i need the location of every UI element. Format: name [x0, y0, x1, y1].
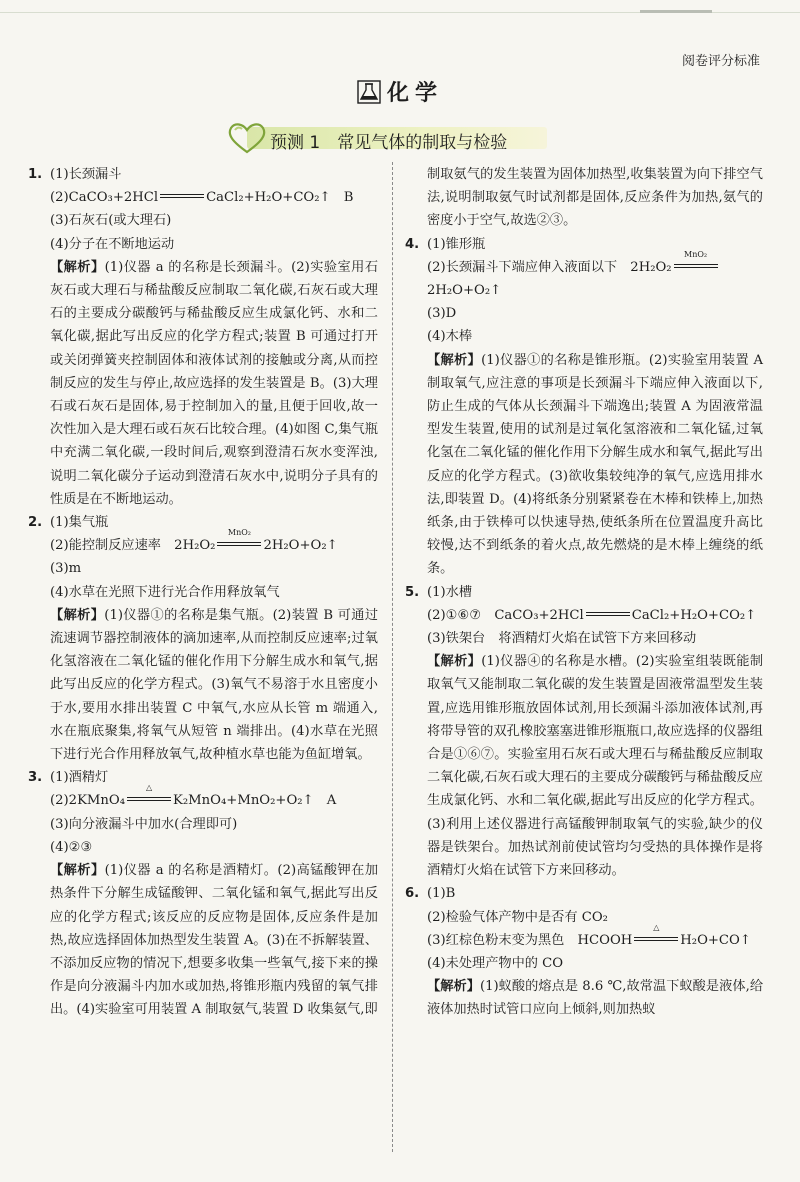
answer-line	[28, 783, 378, 812]
answer-line	[28, 163, 378, 186]
answer-line	[28, 813, 378, 836]
analysis-tag: 【解析】	[50, 259, 105, 275]
answer-line	[405, 906, 763, 929]
answer-line	[405, 325, 763, 348]
answer-line	[28, 209, 378, 232]
banner-text: 预测 1 常见气体的制取与检验	[270, 133, 508, 153]
answer-line	[28, 836, 378, 859]
reaction-condition: MnO₂	[227, 528, 252, 538]
subject-text: 化学	[386, 81, 443, 106]
answer-text: (2)能控制反应速率 2H₂O₂	[50, 538, 216, 554]
answer-line	[28, 233, 378, 256]
answer-text: (1)长颈漏斗	[50, 167, 122, 182]
flask-icon	[357, 80, 381, 110]
heart-icon	[225, 121, 269, 155]
answer-text: (3)红棕色粉末变为黑色 HCOOH	[427, 932, 633, 948]
equation-sign	[586, 607, 630, 621]
analysis-tag: 【解析】	[427, 352, 482, 368]
analysis-paragraph	[405, 163, 763, 233]
answer-text: (1)水槽	[427, 584, 473, 600]
answer-line	[405, 604, 763, 627]
answer-text-tail: CaCl₂+H₂O+CO₂↑	[631, 607, 757, 623]
answer-text: (1)锥形瓶	[427, 236, 486, 252]
answer-item	[405, 581, 763, 883]
answer-item	[28, 766, 378, 1021]
section-banner	[225, 121, 555, 155]
equation-sign	[634, 922, 678, 946]
analysis-text: (1)仪器 a 的名称是酒精灯。(2)高锰酸钾在加热条件下分解生成锰酸钾、二氧化锰和氧气,据此写出反应的化学方程式;该反应的反应物是固体,反应条件是加热,故应选择固体加热型发生装置 A。(3)在不拆解装置、不添加反应物的情况下,想要多收集一些氧气,接下来的操作是向分液漏斗内加水或加热,将锥形瓶内残留的氧气排出。(4)实验室可用装置 A 制取氨气,装置 D 收集氨气,即	[50, 863, 379, 1018]
answer-text: (2)①⑥⑦ CaCO₃+2HCl	[427, 607, 584, 623]
answer-line	[405, 882, 763, 905]
answer-line	[405, 922, 763, 952]
analysis-tag: 【解析】	[50, 607, 105, 623]
answer-text-tail: 2H₂O+O₂↑	[263, 538, 338, 554]
answer-item	[405, 233, 763, 581]
answer-text-tail: K₂MnO₄+MnO₂+O₂↑ A	[173, 793, 337, 809]
answer-line	[405, 627, 763, 650]
answer-line	[28, 528, 378, 557]
answer-text: (1)B	[427, 886, 456, 902]
answer-text: (2)CaCO₃+2HCl	[50, 190, 159, 206]
answer-line	[405, 581, 763, 604]
analysis-text: (1)蚁酸的熔点是 8.6 ℃,故常温下蚁酸是液体,给液体加热时试管口应向上倾斜,则加热蚁	[427, 979, 764, 1018]
answer-text: (2)2KMnO₄	[50, 793, 126, 809]
analysis-paragraph	[28, 256, 378, 511]
question-number: 2.	[28, 515, 43, 531]
answer-line	[405, 279, 763, 302]
answer-line	[405, 952, 763, 975]
answer-text: (3)石灰石(或大理石)	[50, 213, 172, 229]
analysis-paragraph	[405, 975, 763, 1021]
answer-text-tail: H₂O+CO↑	[680, 932, 751, 948]
answer-item	[405, 163, 763, 233]
answer-line	[28, 766, 378, 789]
equation-sign	[160, 189, 204, 203]
right-column	[405, 163, 763, 1022]
equation-sign	[217, 528, 261, 551]
equation-sign	[127, 783, 171, 806]
analysis-text: (1)仪器①的名称是锥形瓶。(2)实验室用装置 A 制取氧气,应注意的事项是长颈漏斗下端应伸入液面以下,防止生成的气体从长颈漏斗下端逸出;装置 A 为固液常温型发生装置,使用的试剂是过氧化氢溶液和二氧化锰,过氧化氢在二氧化锰的催化作用下分解生成水和氧气,据此写出反应的化学方程式。(3)欲收集较纯净的氧气,应选用排水法,即装置 D。(4)将纸条分别紧紧卷在木棒和铁棒上,加热纸条,由于铁棒可以快速导热,使纸条所在位置温度升高比较慢,达不到纸条的着火点,故先燃烧的是木棒上缠绕的纸条。	[427, 352, 764, 577]
analysis-paragraph	[28, 604, 378, 766]
question-number: 5.	[405, 584, 420, 600]
question-number: 4.	[405, 236, 420, 252]
header-label: 阅卷评分标准	[681, 54, 760, 69]
answer-text: (3)铁架台 将酒精灯火焰在试管下方来回移动	[427, 631, 697, 647]
answer-text-tail: CaCl₂+H₂O+CO₂↑ B	[206, 190, 354, 206]
answer-item	[28, 163, 378, 511]
answer-text: (3)D	[427, 306, 457, 322]
answer-item	[405, 882, 763, 1021]
reaction-condition: △	[653, 922, 660, 932]
reaction-condition: △	[145, 783, 153, 793]
question-number: 6.	[405, 886, 420, 902]
top-mark	[640, 10, 712, 13]
answer-text: (2)检验气体产物中是否有 CO₂	[427, 909, 608, 925]
answer-text: (3)向分液漏斗中加水(合理即可)	[50, 816, 238, 832]
answer-text: (4)分子在不断地运动	[50, 236, 175, 252]
subject-title	[0, 76, 800, 110]
answer-text: (3)m	[50, 561, 82, 577]
answer-text: (4)木棒	[427, 329, 473, 345]
answer-line	[405, 249, 763, 279]
answer-line	[28, 511, 378, 534]
column-divider	[392, 162, 393, 1152]
answer-text: 2H₂O+O₂↑	[427, 283, 502, 299]
answer-line	[28, 557, 378, 580]
analysis-tag: 【解析】	[50, 863, 105, 879]
analysis-tag: 【解析】	[427, 979, 480, 995]
equation-sign	[674, 249, 718, 273]
analysis-text: 制取氨气的发生装置为固体加热型,收集装置为向下排空气法,说明制取氨气时试剂都是固体,反应条件为加热,氨气的密度小于空气,故选②③。	[427, 167, 763, 229]
analysis-text: (1)仪器 a 的名称是长颈漏斗。(2)实验室用石灰石或大理石与稀盐酸反应制取二氧化碳,石灰石或大理石的主要成分碳酸钙与稀盐酸反应生成氯化钙、水和二氧化碳,据此写出反应的化学方程式;装置 B 可通过打开或关闭弹簧夹控制固体和液体试剂的接触或分离,从而控制反应的发生与停止,故应选择的发生装置是 B。(3)大理石或石灰石是固体,易于控制加入的量,且便于回收,故一次性加入是大理石或石灰石比较合理。(4)如图 C,集气瓶中充满二氧化碳,一段时间后,观察到澄清石灰水变浑浊,说明二氧化碳分子运动到澄清石灰水中,说明分子具有的性质是在不断地运动。	[50, 259, 379, 507]
answer-text: (2)长颈漏斗下端应伸入液面以下 2H₂O₂	[427, 259, 672, 275]
answer-text: (1)集气瓶	[50, 515, 109, 531]
answer-item	[28, 511, 378, 766]
answer-line	[28, 186, 378, 209]
answer-line	[405, 302, 763, 325]
analysis-text: (1)仪器④的名称是水槽。(2)实验室组装既能制取氧气又能制取二氧化碳的发生装置是固液常温型发生装置,应选用锥形瓶放固体试剂,用长颈漏斗添加液体试剂,再将带导管的双孔橡胶塞塞进锥形瓶瓶口,故应选择的仪器组合是①⑥⑦。实验室用石灰石或大理石与稀盐酸反应制取二氧化碳,石灰石或大理石的主要成分碳酸钙与稀盐酸反应生成氯化钙、水和二氧化碳,据此写出反应的化学方程式。(3)利用上述仪器进行高锰酸钾制取氧气的实验,缺少的仪器是铁架台。加热试剂前使试管均匀受热的具体操作是将酒精灯火焰在试管下方来回移动。	[427, 654, 764, 879]
question-number: 3.	[28, 770, 43, 786]
analysis-paragraph	[405, 349, 763, 581]
answer-text: (4)②③	[50, 839, 93, 855]
analysis-paragraph	[28, 859, 378, 1021]
analysis-paragraph	[405, 650, 763, 882]
answer-text: (1)酒精灯	[50, 770, 109, 786]
left-column	[28, 163, 378, 1022]
answer-text: (4)未处理产物中的 CO	[427, 955, 564, 971]
answer-text: (4)水草在光照下进行光合作用释放氧气	[50, 584, 280, 600]
answer-line	[28, 581, 378, 604]
reaction-condition: MnO₂	[684, 249, 708, 259]
analysis-text: (1)仪器①的名称是集气瓶。(2)装置 B 可通过流速调节器控制液体的滴加速率,从而控制反应速率;过氧化氢溶液在二氧化锰的催化作用下分解生成水和氧气,据此写出反应的化学方程式。(3)氧气不易溶于水且密度小于水,要用水排出装置 C 中氧气,水应从长管 m 端通入,水在瓶底聚集,将氧气从短管 n 端排出。(4)水草在光照下进行光合作用释放氧气,故种植水草也能为鱼缸增氧。	[50, 607, 379, 763]
analysis-tag: 【解析】	[427, 654, 482, 670]
question-number: 1.	[28, 167, 43, 182]
